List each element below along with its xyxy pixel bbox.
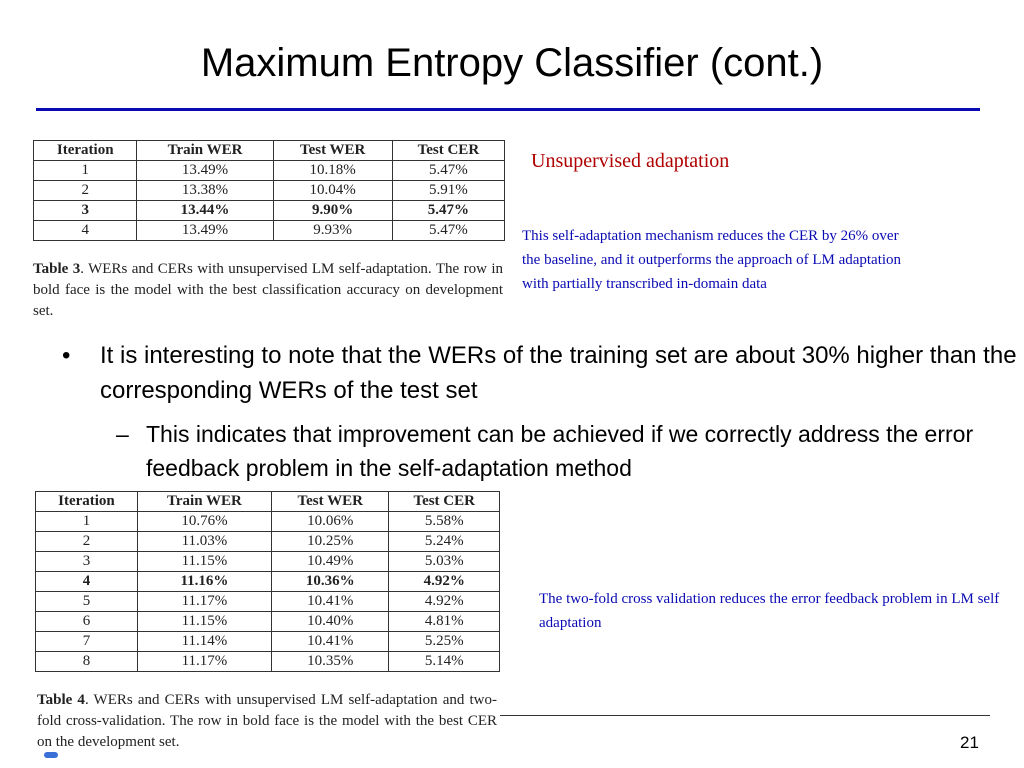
table-3-cell: 3 <box>34 201 137 221</box>
table-3-header-row <box>34 141 505 161</box>
table-3-cell: 5.47% <box>392 161 504 181</box>
table-3-cell: 10.18% <box>273 161 392 181</box>
table-3-cell: 9.90% <box>273 201 392 221</box>
table-4-cell: 5.03% <box>389 552 500 572</box>
table-4-cell: 10.41% <box>272 592 389 612</box>
table-4-row <box>36 532 500 552</box>
table-3-cell: 13.38% <box>137 181 273 201</box>
main-bullet-text: It is interesting to note that the WERs of the training set are about 30% higher than the corresponding WERs of the test set <box>100 342 1017 404</box>
cer-reduction-note <box>522 224 1024 296</box>
table-4-header-cell: Test WER <box>272 492 389 512</box>
table-3-row <box>34 221 505 241</box>
table-3-header-cell: Iteration <box>34 141 137 161</box>
table-3-caption-label: Table 3 <box>33 261 81 277</box>
table-3-cell: 10.04% <box>273 181 392 201</box>
table-3-caption <box>33 259 503 322</box>
table-4-row-best <box>36 572 500 592</box>
table-4-row <box>36 552 500 572</box>
table-4-cell: 4.81% <box>389 612 500 632</box>
sub-bullet-marker: – <box>116 421 129 447</box>
table-4-cell: 11.15% <box>137 612 271 632</box>
table-3-cell: 13.44% <box>137 201 273 221</box>
table-3-header-cell: Test WER <box>273 141 392 161</box>
bullet-marker: • <box>62 342 71 369</box>
table-3-cell: 5.91% <box>392 181 504 201</box>
table-4-header-cell: Train WER <box>137 492 271 512</box>
table-4-cell: 11.17% <box>137 592 271 612</box>
table-4-caption-text: . WERs and CERs with unsupervised LM self-adaptation and two-fold cross-validation. The row in bold face is the model with the best CER on the development set. <box>37 692 498 750</box>
table-4-cell: 5.25% <box>389 632 500 652</box>
table-4-cell: 5.58% <box>389 512 500 532</box>
title-underline <box>36 108 980 111</box>
table-4-cell: 10.06% <box>272 512 389 532</box>
table-4-cell: 3 <box>36 552 138 572</box>
table-3-cell: 4 <box>34 221 137 241</box>
table-4-cell: 4.92% <box>389 592 500 612</box>
unsupervised-adaptation-label: Unsupervised adaptation <box>531 150 730 172</box>
table-4-cell: 11.15% <box>137 552 271 572</box>
slide-title: Maximum Entropy Classifier (cont.) <box>200 41 824 85</box>
table-4-cell: 10.49% <box>272 552 389 572</box>
table-3-cell: 1 <box>34 161 137 181</box>
table-4-cell: 5 <box>36 592 138 612</box>
table-4-cell: 5.24% <box>389 532 500 552</box>
sub-bullet-text: This indicates that improvement can be achieved if we correctly address the error feedback problem in the self-adaptation method <box>146 421 974 481</box>
table-4-cell: 11.03% <box>137 532 271 552</box>
table-4-cell: 10.41% <box>272 632 389 652</box>
table-3-cell: 13.49% <box>137 221 273 241</box>
table-4-header-cell: Iteration <box>36 492 138 512</box>
table-4-cell: 11.17% <box>137 652 271 672</box>
table-4-cell: 11.16% <box>137 572 271 592</box>
table-4-cell: 5.14% <box>389 652 500 672</box>
note-line: with partially transcribed in-domain data <box>522 276 767 292</box>
table-4-cell: 4 <box>36 572 138 592</box>
note-line: the baseline, and it outperforms the approach of LM adaptation <box>522 252 902 268</box>
logo-icon <box>44 752 58 758</box>
table-3-cell: 5.47% <box>392 221 504 241</box>
table-4 <box>35 491 500 672</box>
footer-rule <box>500 715 990 716</box>
table-4-cell: 8 <box>36 652 138 672</box>
table-4-cell: 4.92% <box>389 572 500 592</box>
table-3-header-cell: Test CER <box>392 141 504 161</box>
table-4-cell: 2 <box>36 532 138 552</box>
table-4-cell: 11.14% <box>137 632 271 652</box>
table-4-cell: 10.40% <box>272 612 389 632</box>
table-4-cell: 10.35% <box>272 652 389 672</box>
table-3-row-best <box>34 201 505 221</box>
table-3-cell: 5.47% <box>392 201 504 221</box>
table-4-cell: 10.25% <box>272 532 389 552</box>
table-4-cell: 1 <box>36 512 138 532</box>
table-4-cell: 6 <box>36 612 138 632</box>
table-4-caption <box>37 690 497 753</box>
table-4-row <box>36 632 500 652</box>
table-4-row <box>36 652 500 672</box>
table-4-header-row <box>36 492 500 512</box>
table-3-cell: 13.49% <box>137 161 273 181</box>
table-3-row <box>34 181 505 201</box>
table-3 <box>33 140 505 241</box>
cross-validation-note: The two-fold cross validation reduces the error feedback problem in LM self adaptation <box>539 591 1000 631</box>
table-3-row <box>34 161 505 181</box>
table-4-row <box>36 612 500 632</box>
table-3-header-cell: Train WER <box>137 141 273 161</box>
table-4-cell: 10.76% <box>137 512 271 532</box>
table-4-header-cell: Test CER <box>389 492 500 512</box>
table-4-cell: 7 <box>36 632 138 652</box>
table-4-row <box>36 512 500 532</box>
table-3-cell: 9.93% <box>273 221 392 241</box>
table-4-row <box>36 592 500 612</box>
table-4-caption-label: Table 4 <box>37 692 85 708</box>
table-3-caption-text: . WERs and CERs with unsupervised LM self-adaptation. The row in bold face is the model with the best classification accuracy on development set. <box>33 261 503 319</box>
note-line: This self-adaptation mechanism reduces the CER by 26% over <box>522 228 899 244</box>
table-3-cell: 2 <box>34 181 137 201</box>
page-number: 21 <box>960 733 979 752</box>
table-4-cell: 10.36% <box>272 572 389 592</box>
